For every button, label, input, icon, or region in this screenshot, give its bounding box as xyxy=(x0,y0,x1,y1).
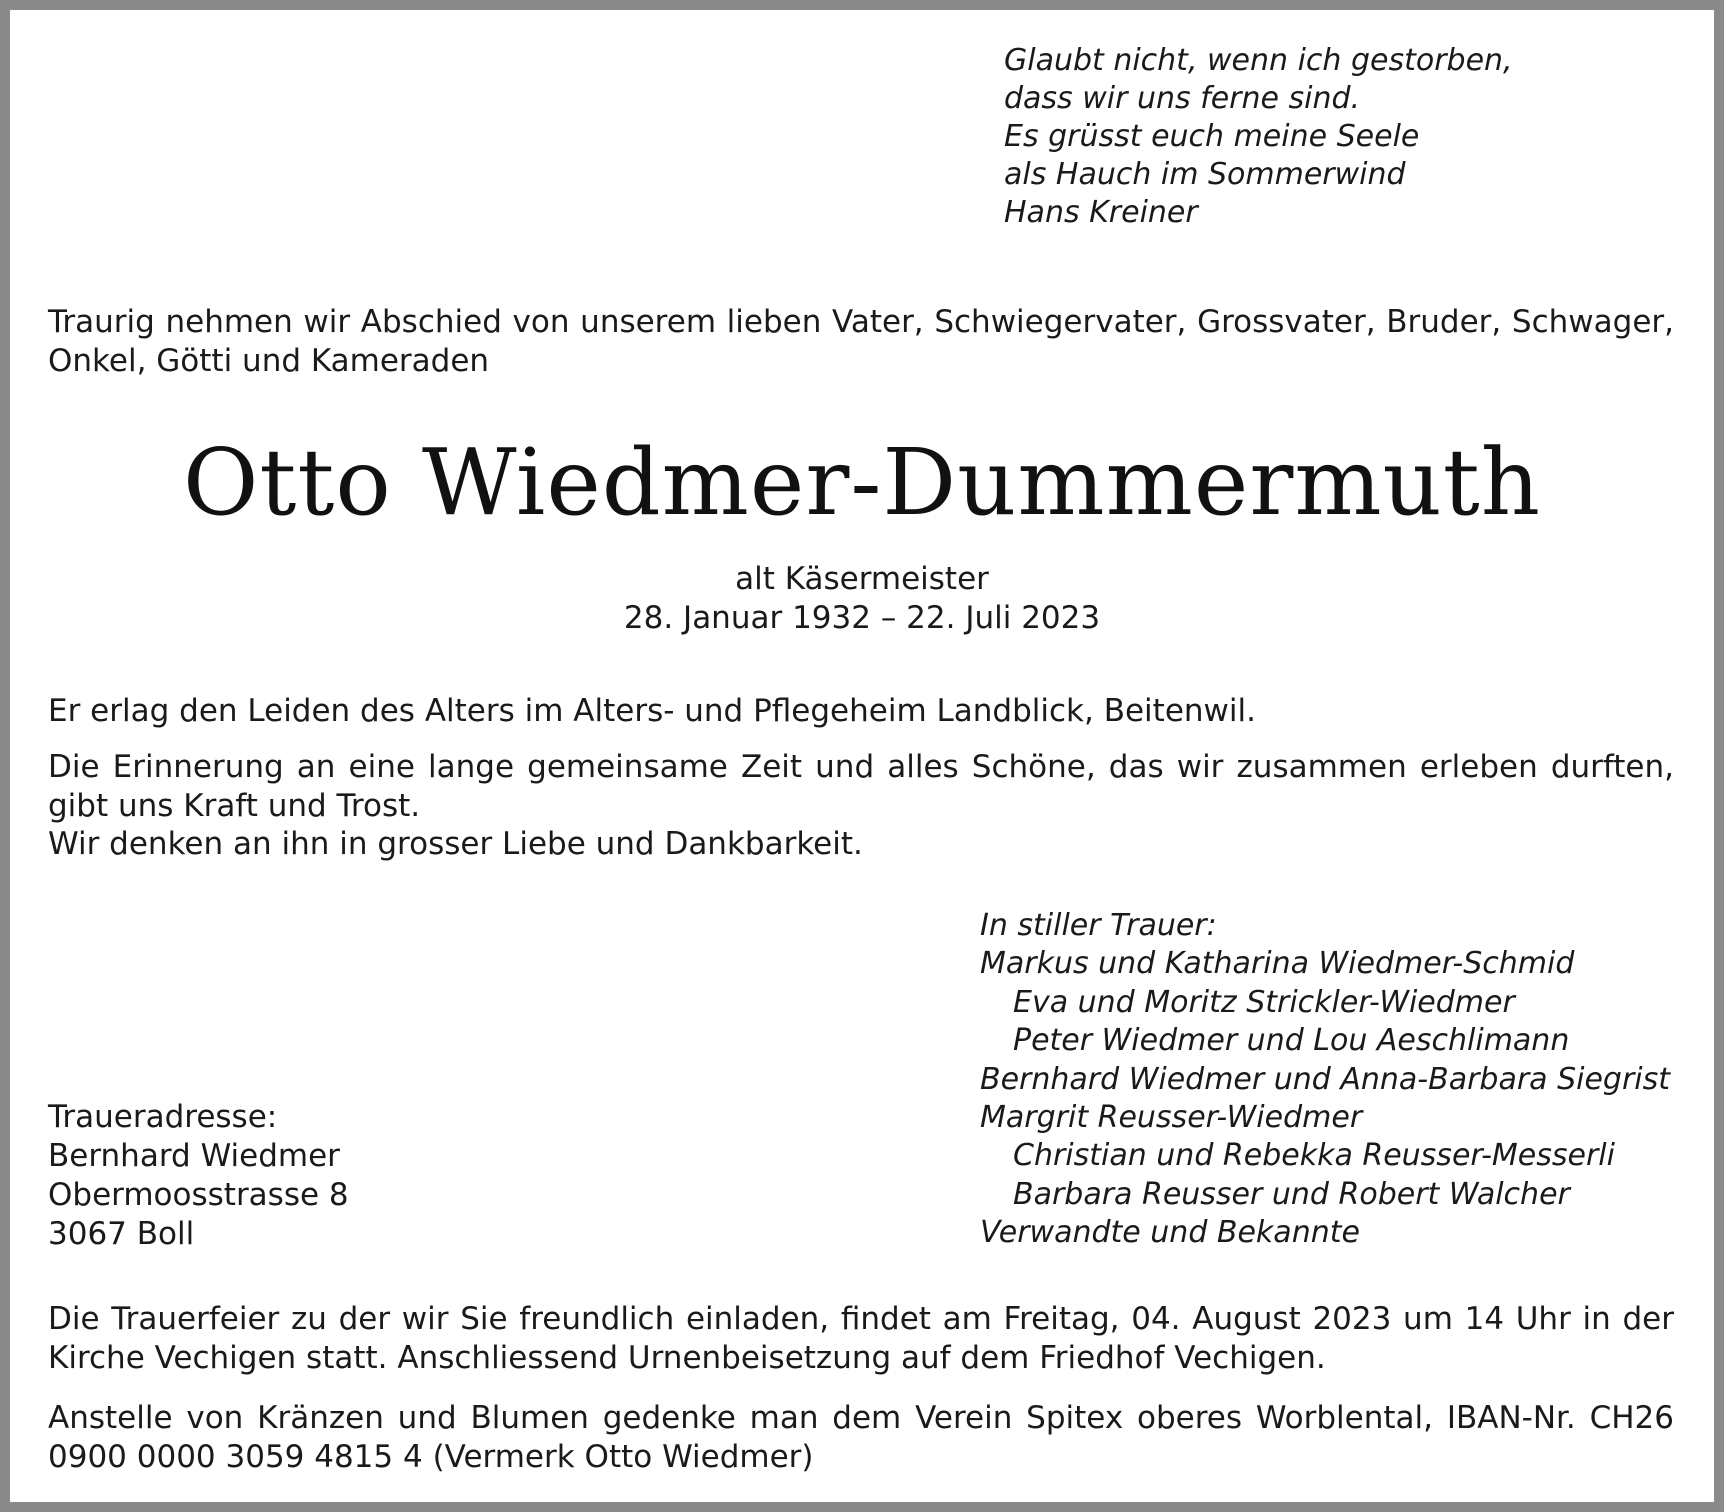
mourners-heading: In stiller Trauer: xyxy=(980,908,1217,943)
mourners-list xyxy=(980,907,1670,1253)
mourner-line: Margrit Reusser-Wiedmer xyxy=(980,1100,1363,1136)
paragraph-donation: Anstelle von Kränzen und Blumen gedenke man dem Verein Spitex oberes Worblental, IBAN-Nr. CH26 0900 0000 3059 4815 4 (Vermerk Otto Wiedmer) xyxy=(48,1400,1674,1475)
poem-author: Hans Kreiner xyxy=(1004,195,1198,230)
paragraph-illness: Er erlag den Leiden des Alters im Alters- und Pflegeheim Landblick, Beitenwil. xyxy=(48,693,1256,729)
mourner-line: Bernhard Wiedmer und Anna-Barbara Siegrist xyxy=(980,1061,1671,1097)
deceased-title: alt Käsermeister xyxy=(735,561,989,597)
poem-line: dass wir uns ferne sind. xyxy=(1004,81,1361,116)
intro-text: Traurig nehmen wir Abschied von unserem lieben Vater, Schwiegervater, Grossvater, Bruder, Schwager, Onkel, Götti und Kameraden xyxy=(48,304,1674,379)
poem-line: Glaubt nicht, wenn ich gestorben, xyxy=(1004,43,1513,78)
poem xyxy=(1004,42,1513,232)
address-street: Obermoosstrasse 8 xyxy=(48,1177,349,1213)
address-name: Bernhard Wiedmer xyxy=(48,1138,340,1174)
mourner-line: Eva und Moritz Strickler-Wiedmer xyxy=(1013,984,1515,1020)
mourner-line: Verwandte und Bekannte xyxy=(980,1215,1360,1251)
paragraph-memory: Die Erinnerung an eine lange gemeinsame Zeit und alles Schöne, das wir zusammen erleben durften, gibt uns Kraft und Trost. xyxy=(48,749,1674,824)
address-city: 3067 Boll xyxy=(48,1216,195,1252)
poem-line: Es grüsst euch meine Seele xyxy=(1004,119,1420,154)
obituary-notice xyxy=(10,10,1714,1502)
mourner-line: Christian und Rebekka Reusser-Messerli xyxy=(1013,1138,1615,1174)
deceased-name: Otto Wiedmer-Dummermuth xyxy=(182,429,1542,536)
deceased-dates: 28. Januar 1932 – 22. Juli 2023 xyxy=(623,600,1101,636)
address-label: Traueradresse: xyxy=(48,1099,278,1135)
paragraph-ceremony: Die Trauerfeier zu der wir Sie freundlich einladen, findet am Freitag, 04. August 2023 um 14 Uhr in der Kirche Vechigen statt. Anschliessend Urnenbeisetzung auf dem Friedhof Vechigen. xyxy=(48,1301,1674,1376)
mourning-address xyxy=(48,1098,349,1254)
mourner-line: Peter Wiedmer und Lou Aeschlimann xyxy=(1013,1023,1570,1059)
mourner-line: Barbara Reusser und Robert Walcher xyxy=(1013,1176,1570,1212)
deceased-details xyxy=(10,560,1714,638)
mourner-line: Markus und Katharina Wiedmer-Schmid xyxy=(980,946,1575,982)
poem-line: als Hauch im Sommerwind xyxy=(1004,157,1406,192)
paragraph-thoughts: Wir denken an ihn in grosser Liebe und Dankbarkeit. xyxy=(48,826,863,862)
